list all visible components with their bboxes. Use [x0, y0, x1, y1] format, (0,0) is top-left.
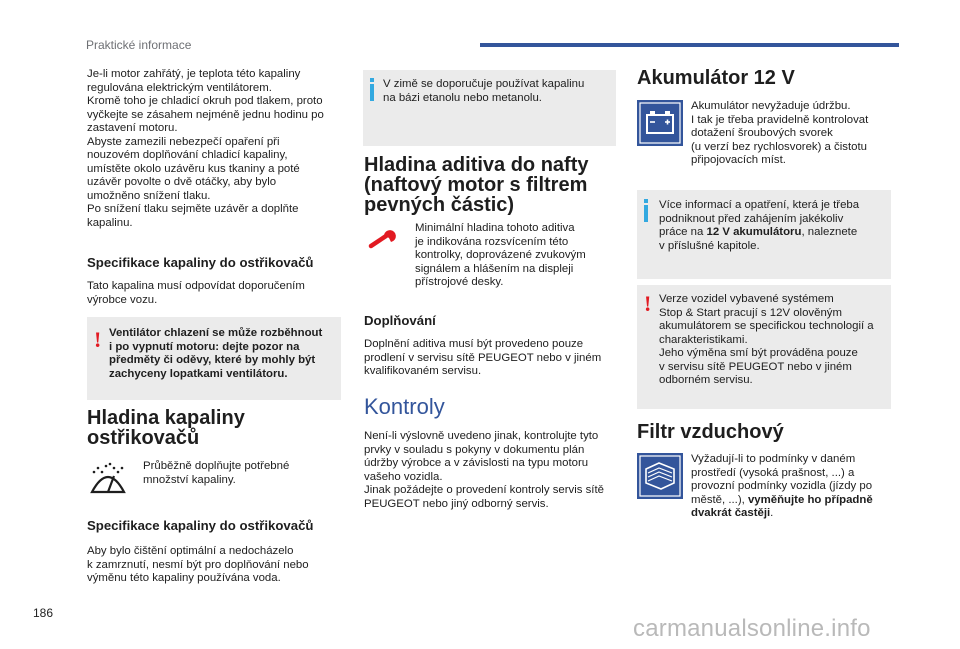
- info-icon-dot: [644, 199, 648, 203]
- warning-box-fan: [87, 317, 341, 400]
- watermark: carmanualsonline.info: [633, 615, 871, 642]
- washer-fluid-icon: [88, 458, 128, 498]
- air-filter-heading: Filtr vzduchový: [637, 421, 784, 443]
- info-battery-text: Více informací a opatření, která je třeba podniknout před zahájením jakékoliv práce na 12 V akumulátoru, naleznete v příslušné kapitole.: [659, 199, 860, 252]
- info-icon: [644, 205, 648, 222]
- additive-heading: Hladina aditiva do nafty (naftový motor s filtrem pevných částic): [364, 154, 589, 216]
- battery-text: Akumulátor nevyžaduje údržbu. I tak je třeba pravidelně kontrolovat dotažení šroubových svorek (u verzí bez rychlosvorek) a čistotu připojovacích míst.: [691, 100, 869, 166]
- washer-spec-heading-2: Specifikace kapaliny do ostřikovačů: [87, 518, 314, 533]
- washer-level-heading: Hladina kapaliny ostřikovačů: [87, 407, 245, 449]
- air-filter-text: Vyžadují-li to podmínky v daném prostředí (vysoká prašnost, ...) a provozní podmínky vozidla (jízdy po městě, ...), vyměňujte ho případně dvakrát častěji.: [691, 453, 873, 519]
- stop-start-warning-text: Verze vozidel vybavené systémem Stop & Start pracují s 12V olověným akumulátorem se specifickou technologií a charakteristikami. Jeho výměna smí být prováděna pouze v servisu sítě PEUGEOT nebo v jiném odborném servisu.: [659, 293, 874, 386]
- refill-text: Doplnění aditiva musí být provedeno pouze prodlení v servisu sítě PEUGEOT nebo v jiném kvalifikovaném servisu.: [364, 338, 602, 377]
- warning-icon: !: [644, 291, 652, 316]
- info-box-winter: [363, 70, 616, 146]
- additive-text: Minimální hladina tohoto aditiva je indikována rozsvícením této kontrolky, doprovázené zvukovým signálem a hlášením na displeji přístrojové desky.: [415, 222, 586, 288]
- page-number: 186: [33, 606, 54, 620]
- refill-heading: Doplňování: [364, 313, 436, 328]
- air-filter-icon: [637, 453, 683, 499]
- checks-text: Není-li výslovně uvedeno jinak, kontrolujte tyto prvky v souladu s pokyny v dokumentu plán údržby výrobce a v závislosti na typu motoru vašeho vozidla. Jinak požádejte o provedení kontroly servis sítě PEUGEOT nebo jiný odborný servis.: [364, 430, 604, 510]
- checks-heading: Kontroly: [364, 394, 445, 419]
- intro-text: Je-li motor zahřátý, je teplota této kapaliny regulována elektrickým ventilátorem. Kromě toho je chladicí okruh pod tlakem, proto vyčkejte se zásahem nejméně jednu hodinu po zastavení motoru. Abyste zamezili nebezpečí opaření při nouzovém doplňování chladicí kapaliny, umístěte okolo uzávěru kus tkaniny a poté uzávěr povolte o dvě otáčky, aby bylo umožněno snížení tlaku. Po snížení tlaku sejměte uzávěr a doplňte kapalinu.: [87, 68, 324, 229]
- air-filter-emphasis: vyměňujte ho případně dvakrát častěji: [691, 493, 873, 519]
- info-icon-dot: [370, 78, 374, 82]
- warning-icon: !: [94, 327, 102, 352]
- battery-heading: Akumulátor 12 V: [637, 67, 795, 89]
- running-header: Praktické informace: [86, 38, 192, 52]
- additive-warning-lamp-icon: [368, 224, 398, 254]
- info-icon: [370, 84, 374, 101]
- washer-spec-heading-1: Specifikace kapaliny do ostřikovačů: [87, 255, 314, 270]
- washer-spec-text-1: Tato kapalina musí odpovídat doporučením výrobce vozu.: [87, 280, 305, 306]
- battery-icon: [637, 100, 683, 146]
- battery-chapter-ref: 12 V akumulátoru: [706, 226, 802, 238]
- header-rule: [480, 43, 899, 47]
- washer-spec-text-2: Aby bylo čištění optimální a nedocházelo k zamrznutí, nesmí být pro doplňování nebo výměnu této kapaliny používána voda.: [87, 545, 309, 584]
- washer-level-text: Průběžně doplňujte potřebné množství kapaliny.: [143, 460, 290, 486]
- warning-box-stop-start: [637, 285, 891, 409]
- warning-text: Ventilátor chlazení se může rozběhnout i po vypnutí motoru: dejte pozor na předměty či oděvy, které by mohly být zachyceny lopatkami ventilátoru.: [109, 327, 323, 380]
- info-box-battery: [637, 190, 891, 279]
- info-winter-text: V zimě se doporučuje používat kapalinu na bázi etanolu nebo metanolu.: [383, 78, 585, 104]
